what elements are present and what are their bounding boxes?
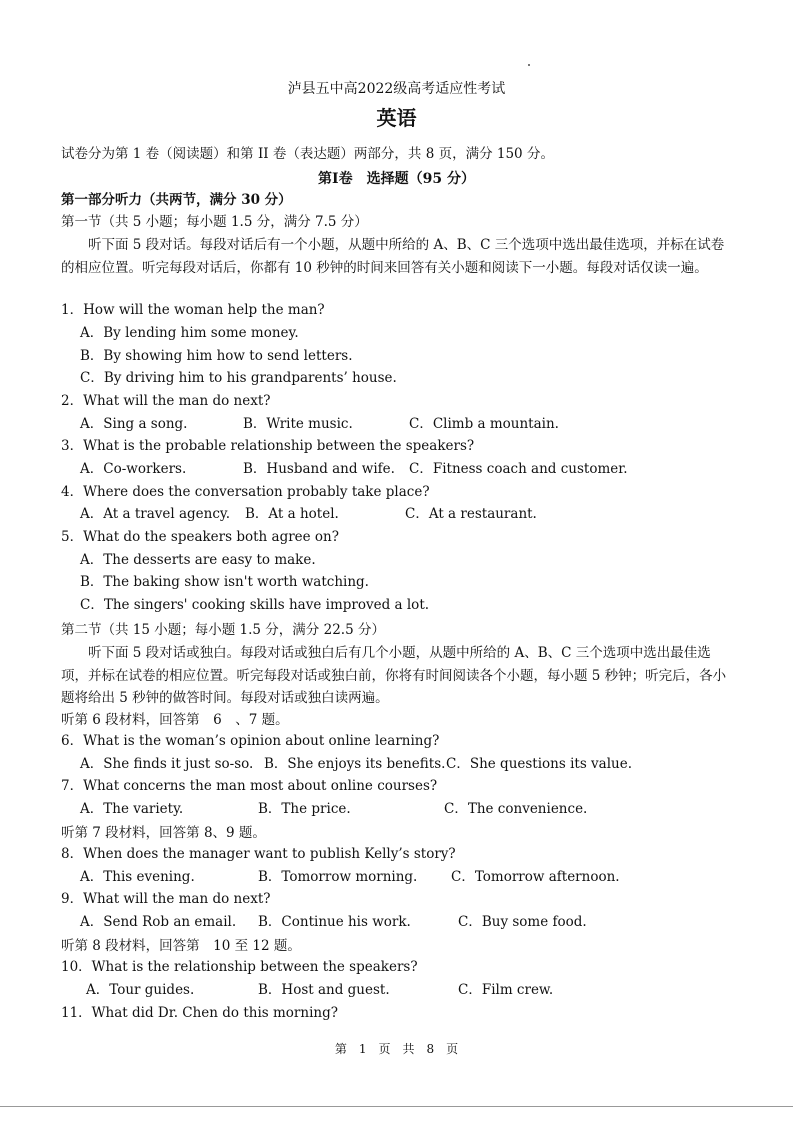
material-note-7: 听第 7 段材料，回答第 8、9 题。: [61, 825, 266, 841]
q1-option-b: B．By showing him how to send letters.: [80, 348, 353, 364]
q4-option-c: C．At a restaurant.: [405, 506, 537, 522]
section1-instructions: 听下面 5 段对话。每段对话后有一个小题，从题中所给的 A、B、C 三个选项中选出最佳选项，并标在试卷的相应位置。听完每段对话后，你都有 10 秒钟的时间来回答有关小题和阅读下一小题。每段对话仅读一遍。: [61, 237, 725, 276]
q5-option-a: A．The desserts are easy to make.: [80, 552, 316, 568]
q4-option-a: A．At a travel agency.: [80, 506, 231, 522]
question-1: 1．How will the woman help the man?: [61, 302, 325, 318]
q6-option-c: C．She questions its value.: [446, 756, 633, 772]
q3-option-a: A．Co-workers.: [80, 461, 187, 477]
question-11: 11．What did Dr. Chen do this morning?: [61, 1005, 338, 1021]
material-note-6: 听第 6 段材料，回答第 6 、7 题。: [61, 712, 289, 728]
material-note-8: 听第 8 段材料，回答第 10 至 12 题。: [61, 938, 301, 954]
q9-option-b: B．Continue his work.: [258, 914, 411, 930]
q4-option-b: B．At a hotel.: [245, 506, 339, 522]
q1-option-c: C．By driving him to his grandparents’ house.: [80, 370, 397, 386]
section2-title: 第二节（共 15 小题；每小题 1.5 分，满分 22.5 分）: [61, 622, 385, 638]
q5-option-b: B．The baking show isn't worth watching.: [80, 574, 369, 590]
q2-option-a: A．Sing a song.: [80, 416, 188, 432]
q2-option-b: B．Write music.: [243, 416, 353, 432]
q8-option-c: C．Tomorrow afternoon.: [451, 869, 620, 885]
q7-option-b: B．The price.: [258, 801, 351, 817]
volume-title: 第Ⅰ卷 选择题（95 分）: [318, 171, 475, 187]
question-4: 4．Where does the conversation probably take place?: [61, 484, 430, 500]
subject-title: 英语: [376, 106, 417, 130]
exam-title: 泸县五中高2022级高考适应性考试: [287, 81, 506, 97]
q10-option-a: A．Tour guides.: [86, 982, 195, 998]
question-7: 7．What concerns the man most about online courses?: [61, 778, 438, 794]
question-10: 10．What is the relationship between the speakers?: [61, 959, 418, 975]
question-8: 8．When does the manager want to publish Kelly’s story?: [61, 846, 456, 862]
question-5: 5．What do the speakers both agree on?: [61, 529, 339, 545]
q8-option-a: A．This evening.: [80, 869, 195, 885]
question-9: 9．What will the man do next?: [61, 891, 271, 907]
scan-dot: [528, 64, 530, 66]
bottom-divider: [0, 1106, 793, 1107]
page-footer: 第 1 页 共 8 页: [334, 1042, 459, 1056]
section1-title: 第一节（共 5 小题；每小题 1.5 分，满分 7.5 分）: [61, 214, 368, 230]
q10-option-b: B．Host and guest.: [258, 982, 390, 998]
question-2: 2．What will the man do next?: [61, 393, 271, 409]
q10-option-c: C．Film crew.: [458, 982, 554, 998]
question-3: 3．What is the probable relationship between the speakers?: [61, 438, 475, 454]
q9-option-c: C．Buy some food.: [458, 914, 587, 930]
q7-option-c: C．The convenience.: [444, 801, 588, 817]
q8-option-b: B．Tomorrow morning.: [258, 869, 418, 885]
q3-option-b: B．Husband and wife.: [243, 461, 395, 477]
q7-option-a: A．The variety.: [80, 801, 184, 817]
q1-option-a: A．By lending him some money.: [80, 325, 299, 341]
section2-instructions: 听下面 5 段对话或独白。每段对话或独白后有几个小题，从题中所给的 A、B、C 三个选项中选出最佳选项，并标在试卷的相应位置。听完每段对话或独白前，你将有时间阅读各个小题，每小题 5 秒钟；听完后，各小题将给出 5 秒钟的做答时间。每段对话或独白读两遍。: [61, 645, 727, 706]
q2-option-c: C．Climb a mountain.: [409, 416, 559, 432]
q6-option-a: A．She finds it just so-so.: [80, 756, 254, 772]
question-6: 6．What is the woman’s opinion about online learning?: [61, 733, 440, 749]
part1-title: 第一部分听力（共两节，满分 30 分）: [61, 192, 292, 208]
q9-option-a: A．Send Rob an email.: [80, 914, 237, 930]
q6-option-b: B．She enjoys its benefits.: [264, 756, 446, 772]
q3-option-c: C．Fitness coach and customer.: [409, 461, 628, 477]
exam-intro: 试卷分为第 1 卷（阅读题）和第 II 卷（表达题）两部分，共 8 页，满分 150 分。: [61, 146, 554, 162]
q5-option-c: C．The singers' cooking skills have improved a lot.: [80, 597, 430, 613]
